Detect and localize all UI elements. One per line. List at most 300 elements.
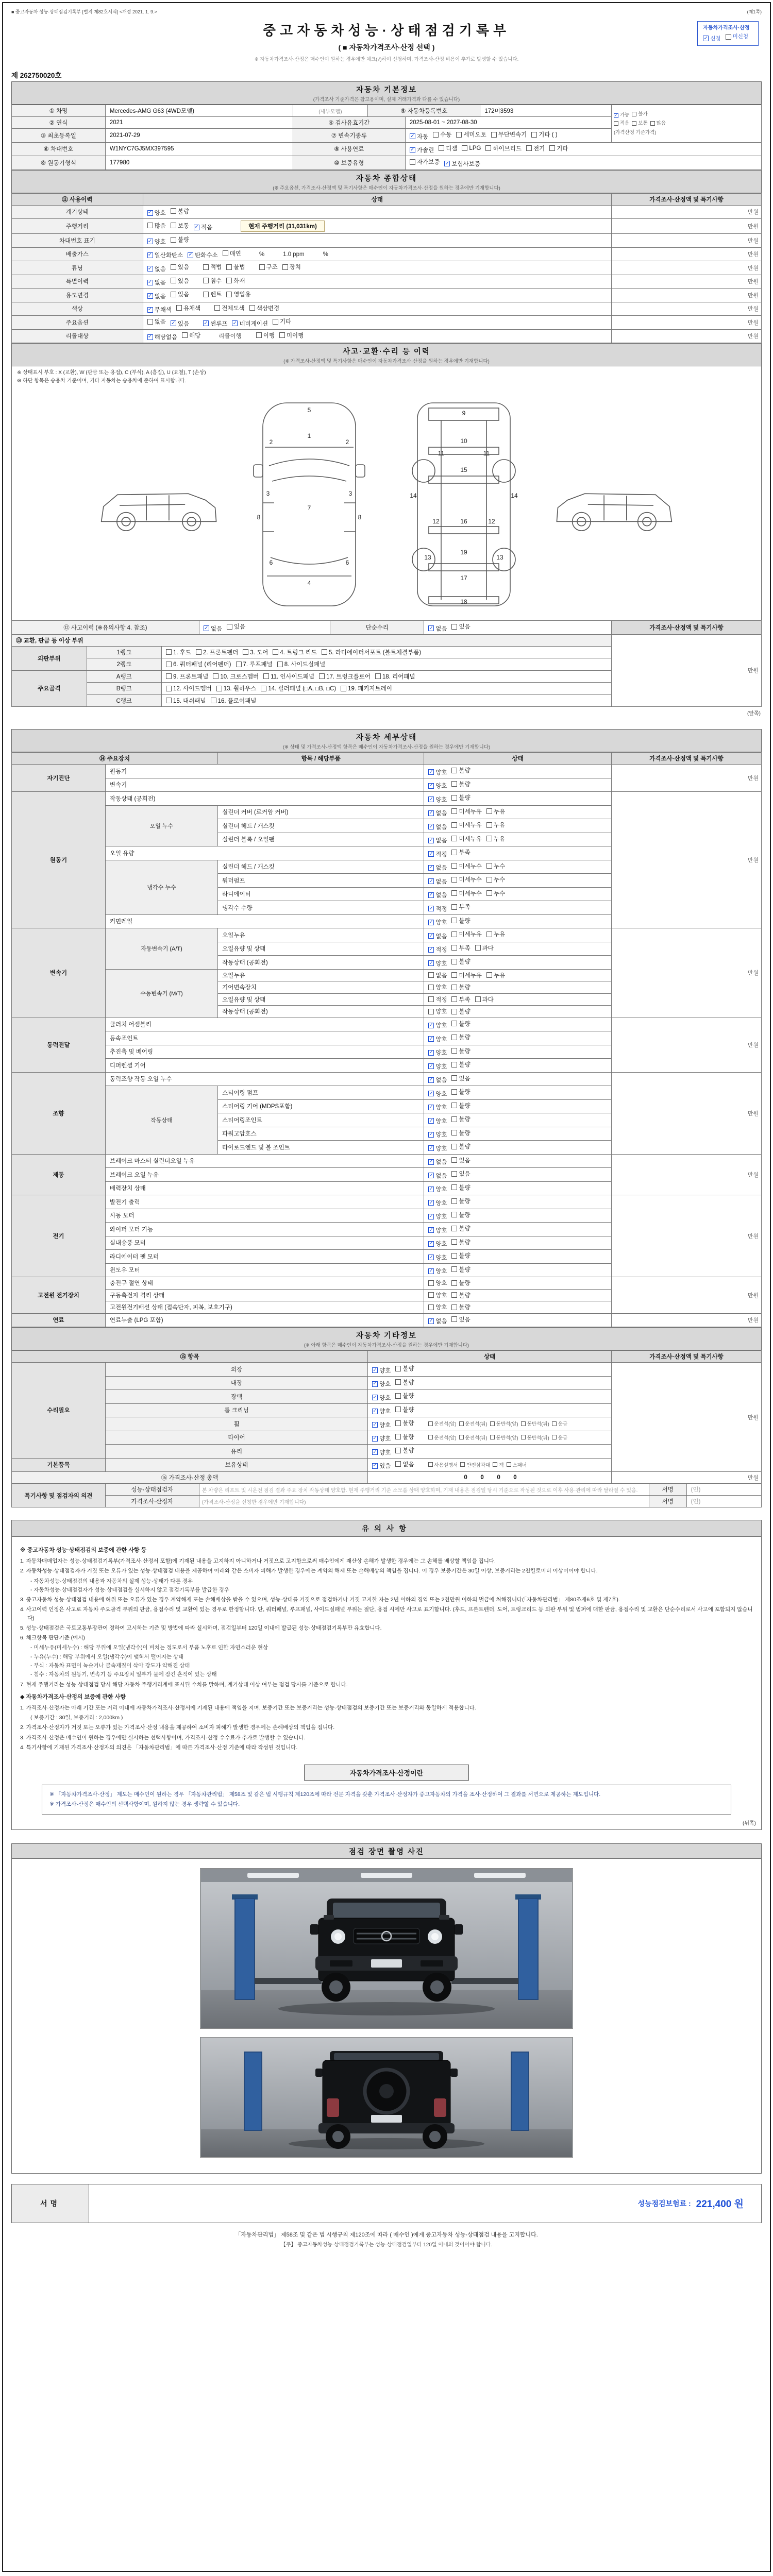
checkbox-unchecked[interactable]: 불량 — [451, 1115, 470, 1123]
checkbox-unchecked[interactable]: 불량 — [451, 1142, 470, 1150]
label-cell: 외장 — [105, 1363, 367, 1377]
checkbox-checked[interactable]: ✓ 있음 — [373, 1463, 391, 1469]
checkbox-unchecked[interactable]: 누유 — [486, 835, 505, 843]
group-cell: 주요골격 — [12, 670, 87, 707]
checkbox-unchecked[interactable]: 불량 — [451, 766, 470, 774]
inspector-remarks-table — [11, 1483, 762, 1507]
status-cell — [368, 1458, 612, 1472]
checkbox-checked[interactable]: ✓ 탄화수소 — [188, 252, 218, 259]
checkbox-unchecked[interactable]: 미세누유 — [451, 821, 481, 829]
checkbox-checked[interactable]: ✓ 없음 — [429, 837, 447, 844]
checkbox-unchecked[interactable]: 17. 트렁크플로어 — [319, 672, 371, 681]
status-cell — [424, 833, 612, 846]
section-title: 자동차 세부상태 — [356, 734, 417, 742]
checkbox-unchecked[interactable]: 19. 패키지트레이 — [341, 684, 392, 692]
checkbox-unchecked[interactable]: 13. 휠하우스 — [216, 684, 257, 692]
checkbox-checked[interactable]: ✓ 없음 — [204, 625, 222, 632]
premium-value: 221,400 원 — [696, 2199, 744, 2210]
checkbox-unchecked[interactable]: 부족 — [451, 848, 470, 856]
notice-item: 1. 자동차매매업자는 성능·상태점검기록부(가격조사·산정서 포함)에 기재된 내용을 고지하지 아니하거나 거짓으로 고지함으로써 매수인에게 재산상 손해가 발생한 경우에는 그 손해를 배상할 책임을 집니다. — [20, 1558, 496, 1565]
checkbox-unchecked[interactable]: 잭 — [493, 1461, 503, 1468]
checkbox-unchecked[interactable]: 불량 — [451, 1224, 470, 1232]
checkbox-unchecked[interactable]: 운전석(뒤) — [459, 1434, 488, 1441]
checkbox-unchecked[interactable]: 불량 — [395, 1419, 414, 1427]
checkbox-unchecked[interactable]: 동반석(앞) — [490, 1434, 518, 1441]
checkbox-unchecked[interactable]: 미세누수 — [451, 889, 481, 897]
checkbox-unchecked[interactable]: 침수 — [203, 277, 222, 285]
checkbox-unchecked[interactable]: 없음 — [147, 317, 166, 326]
checkbox-unchecked[interactable]: 누유 — [486, 821, 505, 829]
checkbox-unchecked[interactable]: 전체도색 — [214, 304, 244, 312]
section-title: 자동차 기타정보 — [356, 1332, 417, 1340]
checkbox-unchecked[interactable]: 불량 — [451, 1238, 470, 1246]
overall-condition-table — [11, 193, 762, 344]
checkbox-checked[interactable]: ✓ 양호 — [429, 1268, 447, 1275]
checkbox-unchecked[interactable]: 불량 — [451, 983, 470, 991]
notice-item: 6. 체크항목 판단기준 (예시) — [20, 1635, 85, 1641]
checkbox-checked[interactable]: ✓ 자동 — [410, 133, 429, 140]
checkbox-unchecked[interactable]: 불가 — [632, 111, 647, 118]
checkbox-unchecked[interactable]: 불량 — [451, 1129, 470, 1137]
checkbox-unchecked[interactable]: 운전석(뒤) — [459, 1420, 488, 1427]
checkbox-unchecked[interactable]: 하이브리드 — [485, 144, 522, 152]
checkbox-unchecked[interactable]: 부족 — [451, 995, 470, 1004]
checkbox-unchecked[interactable]: 기타 — [273, 317, 291, 326]
car-diagrams — [11, 386, 762, 620]
checkbox-checked[interactable]: ✓ 썬루프 — [204, 320, 228, 327]
checkbox-unchecked[interactable]: 동반석(뒤) — [521, 1420, 549, 1427]
checkbox-unchecked[interactable]: 불량 — [451, 1007, 470, 1015]
checkbox-unchecked[interactable]: 화재 — [226, 277, 245, 285]
checkbox-unchecked[interactable]: 자가보증 — [410, 158, 440, 166]
checkbox-unchecked[interactable]: 동반석(앞) — [490, 1420, 518, 1427]
checkbox-unchecked[interactable]: 렌트 — [203, 290, 222, 298]
checkbox-unchecked[interactable]: 있음 — [451, 1315, 470, 1324]
checkbox-checked[interactable]: ✓ 양호 — [429, 1213, 447, 1220]
checkbox-unchecked[interactable]: 유채색 — [176, 304, 200, 312]
checkbox-unchecked[interactable]: 영업용 — [226, 290, 250, 298]
checkbox-unchecked[interactable]: 기타 — [549, 144, 568, 152]
status-cell — [162, 658, 612, 671]
price-appraisal-info-line1: ※ 「자동차가격조사·산정」 제도는 매수인이 원하는 경우 「자동차관리법」 제58조 및 같은 법 시행규칙 제120조에 따라 전문 자격을 갖춘 가격조사·산정자가 중고자동차의 가격을 조사·산정하여 그 결과를 서면으로 제공하는 제도입니다. — [49, 1791, 601, 1798]
checkbox-unchecked[interactable]: 불량 — [451, 1060, 470, 1069]
label-cell: 냉각수 수량 — [218, 901, 424, 915]
svg-text:14: 14 — [410, 492, 417, 499]
checkbox-unchecked[interactable]: 6. 쿼터패널 (리어펜더) — [166, 660, 231, 668]
label-cell: 동력조향 작동 오일 누수 — [105, 1072, 424, 1086]
checkbox-unchecked[interactable]: 불량 — [451, 1088, 470, 1096]
checkbox-unchecked[interactable]: 불량 — [451, 1047, 470, 1055]
svg-text:3: 3 — [348, 490, 352, 497]
label-cell: 성능·상태점검자 — [105, 1484, 199, 1496]
label-cell: 스티어링 기어 (MDPS포함) — [218, 1099, 424, 1113]
checkbox-unchecked[interactable]: 적법 — [203, 263, 222, 271]
checkbox-checked[interactable]: ✓ 양호 — [429, 1090, 447, 1097]
status-cell — [424, 1301, 612, 1314]
checkbox-unchecked[interactable]: 불량 — [451, 1251, 470, 1260]
checkbox-checked[interactable]: ✓ 적정 — [429, 946, 447, 953]
checkbox-unchecked[interactable]: 16. 플로어패널 — [211, 697, 257, 705]
section-etc-info — [11, 1327, 762, 1350]
checkbox-unchecked[interactable]: 누수 — [486, 862, 505, 870]
checkbox-checked[interactable]: ✓ 적음 — [194, 224, 213, 231]
checkbox-unchecked[interactable]: 불법 — [226, 263, 245, 271]
checkbox-unchecked[interactable]: 누수 — [486, 875, 505, 884]
checkbox-checked[interactable]: ✓ 없음 — [429, 625, 447, 632]
notice-item: 7. 현재 주행거리는 성능·상태점검 당시 해당 자동차 주행거리계에 표시된 수치를 말하며, 계기상태 이상 여부는 점검 당시를 기준으로 합니다. — [20, 1681, 348, 1688]
checkbox-unchecked[interactable]: 미세누유 — [451, 930, 481, 938]
checkbox-unchecked[interactable]: 전기 — [526, 144, 545, 152]
checkbox-unchecked[interactable]: 누유 — [486, 930, 505, 938]
notice-subitem: - 자동차성능·상태점검의 내용과 자동차의 실제 성능·상태가 다른 경우 — [30, 1578, 193, 1584]
checkbox-unchecked[interactable]: 불량 — [451, 1183, 470, 1192]
checkbox-checked[interactable]: ✓ 양호 — [429, 1145, 447, 1152]
checkbox-checked[interactable]: ✓ 없음 — [429, 1172, 447, 1179]
checkbox-checked[interactable]: ✓ 적정 — [429, 851, 447, 858]
checkbox-checked[interactable]: ✓ 양호 — [429, 1036, 447, 1043]
header-cell: ⑭ 주요장치 — [12, 753, 218, 765]
checkbox-unchecked[interactable]: 누유 — [486, 971, 505, 979]
checkbox-checked[interactable]: ✓ 없음 — [429, 878, 447, 885]
checkbox-unchecked[interactable]: 있음 — [227, 622, 245, 631]
price-cell: 만원 — [612, 302, 762, 316]
checkbox-unchecked[interactable]: 있음 — [171, 290, 189, 298]
checkbox-checked[interactable]: ✓ 가솔린 — [410, 147, 434, 154]
badge-options — [703, 32, 753, 43]
status-cell — [424, 846, 612, 860]
label-cell: ④ 검사유효기간 — [293, 117, 405, 129]
checkbox-unchecked[interactable]: 운전석(앞) — [428, 1434, 457, 1441]
checkbox-unchecked[interactable]: 이행 — [256, 331, 275, 340]
checkbox-unchecked[interactable]: 있음 — [451, 1156, 470, 1164]
section-note: (※ 아래 항목은 매수인이 자동차가격조사·산정을 원하는 경우에만 기재합니다) — [304, 1343, 469, 1348]
checkbox-unchecked[interactable]: 2. 프론트펜더 — [196, 648, 238, 656]
value-cell: 0 0 0 0 — [368, 1472, 612, 1484]
checkbox-checked[interactable]: ✓ 해당없음 — [147, 334, 178, 341]
checkbox-unchecked[interactable]: 불량 — [451, 1020, 470, 1028]
checkbox-unchecked[interactable]: 9. 프론트패널 — [166, 672, 208, 681]
checkbox-unchecked[interactable]: 있음 — [451, 1170, 470, 1178]
status-cell — [424, 993, 612, 1006]
label-cell: 스티어링 펌프 — [218, 1086, 424, 1100]
car-diagram-side-left — [93, 468, 222, 540]
checkbox-unchecked[interactable]: 응급 — [552, 1434, 567, 1441]
checkbox-unchecked[interactable]: 많음 — [650, 120, 666, 127]
checkbox-unchecked[interactable]: 11. 인사이드패널 — [263, 672, 314, 681]
checkbox-checked[interactable]: ✓ 없음 — [147, 293, 166, 300]
checkbox-unchecked[interactable]: 불량 — [395, 1378, 414, 1386]
checkbox-unchecked[interactable]: 있음 — [451, 622, 470, 631]
checkbox-unchecked[interactable]: 양호 — [428, 1303, 447, 1311]
document-header — [11, 16, 762, 64]
checkbox-checked[interactable]: ✓ 양호 — [373, 1367, 391, 1374]
checkbox-checked[interactable]: ✓ 양호 — [429, 960, 447, 967]
checkbox-unchecked[interactable]: 불량 — [451, 780, 470, 788]
checkbox-checked[interactable]: ✓ 보험사보증 — [445, 160, 480, 167]
status-cell — [368, 1431, 612, 1445]
checkbox-unchecked[interactable]: 없음 — [395, 1460, 414, 1468]
checkbox-unchecked[interactable]: 미세누수 — [451, 875, 481, 884]
svg-text:1: 1 — [307, 432, 311, 439]
checkbox-unchecked[interactable]: 불량 — [451, 1279, 470, 1287]
status-cell — [424, 1154, 612, 1168]
svg-text:2: 2 — [345, 438, 349, 446]
svg-text:19: 19 — [460, 549, 467, 556]
checkbox-unchecked[interactable]: 5. 라디에이터서포트 (볼트체결부품) — [322, 648, 421, 656]
checkbox-checked[interactable]: ✓ 양호 — [429, 1131, 447, 1138]
checkbox-unchecked[interactable]: 색상변경 — [249, 304, 279, 312]
checkbox-unchecked[interactable]: 10. 크로스멤버 — [213, 672, 259, 681]
label-cell: 커먼레일 — [105, 914, 424, 928]
checkbox-unchecked[interactable]: 불량 — [451, 793, 470, 802]
group-cell: 원동기 — [12, 792, 106, 928]
checkbox-unchecked[interactable]: 수동 — [433, 130, 451, 139]
header-cell: 항목 / 해당부품 — [218, 753, 424, 765]
price-appraisal-info-line2: ※ 가격조사·산정은 매수인의 선택사항이며, 원하지 않는 경우 생략할 수 있습니다. — [49, 1801, 240, 1807]
status-cell — [424, 1113, 612, 1127]
accident-history-table — [11, 620, 762, 707]
status-cell — [424, 1223, 612, 1236]
label-cell: ① 차명 — [12, 105, 106, 117]
label-cell: 발전기 출력 — [105, 1195, 424, 1209]
svg-text:13: 13 — [424, 554, 431, 561]
checkbox-unchecked[interactable]: 많음 — [147, 222, 166, 230]
price-cell: 만원 — [612, 329, 762, 343]
checkbox-unchecked[interactable]: 매연 — [223, 249, 241, 258]
checkbox-unchecked[interactable]: 미이행 — [279, 331, 304, 340]
checkbox-unchecked[interactable]: 보통 — [632, 120, 647, 127]
checkbox-checked[interactable]: ✓ 일산화탄소 — [147, 252, 183, 259]
checkbox-unchecked[interactable]: 적정 — [428, 995, 447, 1004]
status-cell — [424, 981, 612, 994]
checkbox-unchecked[interactable]: 불량 — [395, 1364, 414, 1372]
label-cell: 실린더 헤드 / 개스킷 — [218, 819, 424, 833]
checkbox-unchecked[interactable]: 불량 — [451, 957, 470, 965]
checkbox-checked[interactable]: ✓ 있음 — [171, 320, 190, 327]
price-cell: 만원 — [612, 316, 762, 330]
checkbox-unchecked[interactable]: 불량 — [451, 1211, 470, 1219]
checkbox-unchecked[interactable]: 불량 — [395, 1446, 414, 1454]
status-cell — [424, 1277, 612, 1290]
checkbox-unchecked[interactable]: 7. 루프패널 — [236, 660, 273, 668]
checkbox-unchecked[interactable]: 3. 도어 — [243, 648, 268, 656]
group-cell: 수리필요 — [12, 1363, 106, 1459]
checkbox-unchecked[interactable]: 과다 — [475, 995, 494, 1004]
checkbox-checked[interactable]: ✓ 적정 — [429, 905, 447, 912]
checkbox-checked[interactable]: ✓ 없음 — [429, 865, 447, 871]
checkbox-unchecked[interactable]: 불량 — [395, 1392, 414, 1400]
checkbox-unchecked[interactable]: 불량 — [451, 1303, 470, 1311]
status-cell — [405, 142, 761, 156]
label-cell: 오일유량 및 상태 — [218, 942, 424, 956]
checkbox-unchecked[interactable]: 과다 — [475, 944, 494, 952]
checkbox-checked[interactable]: ✓ 양호 — [429, 1186, 447, 1193]
checkbox-checked[interactable]: ✓ 없음 — [429, 823, 447, 831]
checkbox-unchecked[interactable]: 미세누수 — [451, 862, 481, 870]
checkbox-unchecked[interactable]: 미세누유 — [451, 835, 481, 843]
checkbox-unchecked[interactable]: 미신청 — [726, 32, 748, 41]
group-cell: 제동 — [12, 1154, 106, 1195]
checkbox-unchecked[interactable]: 적음 — [614, 120, 629, 127]
checkbox-checked[interactable]: ✓ 양호 — [429, 1104, 447, 1111]
legend-line-2: ※ 하단 항목은 승용차 기준이며, 기타 자동차는 승용차에 준하여 표시합니다. — [17, 378, 187, 384]
checkbox-unchecked[interactable]: 디젤 — [439, 144, 457, 152]
label-cell: 변속기 — [105, 778, 424, 792]
checkbox-unchecked[interactable]: 부족 — [451, 944, 470, 952]
checkbox-checked[interactable]: ✓ 양호 — [429, 1199, 447, 1207]
label-cell: 스티어링조인트 — [218, 1113, 424, 1127]
checkbox-checked[interactable]: ✓ 양호 — [429, 1022, 447, 1029]
checkbox-checked[interactable]: ✓ 없음 — [147, 279, 166, 286]
checkbox-unchecked[interactable]: 미세누유 — [451, 971, 481, 979]
label-cell: 실내송풍 모터 — [105, 1236, 424, 1250]
checkbox-unchecked[interactable]: 사용설명서 — [428, 1461, 458, 1468]
label-cell: 워터펌프 — [218, 874, 424, 888]
status-cell — [368, 1417, 612, 1431]
checkbox-unchecked[interactable]: 동반석(뒤) — [521, 1434, 549, 1441]
price-cell: 만원 — [612, 289, 762, 302]
label-cell: 오일 유량 — [105, 846, 424, 860]
checkbox-unchecked[interactable]: 불량 — [395, 1433, 414, 1441]
checkbox-checked[interactable]: ✓ 양호 — [373, 1449, 391, 1456]
checkbox-unchecked[interactable]: 있음 — [171, 263, 189, 271]
checkbox-unchecked[interactable]: 14. 필러패널 (□A, □B, □C) — [261, 684, 336, 692]
checkbox-unchecked[interactable]: 15. 대쉬패널 — [166, 697, 206, 705]
checkbox-unchecked[interactable]: 1. 후드 — [166, 648, 191, 656]
label-cell: 클러치 어셈블리 — [105, 1018, 424, 1031]
checkbox-checked[interactable]: ✓ 없음 — [429, 892, 447, 899]
checkbox-unchecked[interactable]: 불량 — [395, 1405, 414, 1414]
status-cell — [424, 1263, 612, 1277]
checkbox-unchecked[interactable]: 양호 — [428, 1007, 447, 1015]
checkbox-unchecked[interactable]: 응급 — [552, 1420, 567, 1427]
checkbox-checked[interactable]: ✓ 네비게이션 — [232, 320, 268, 327]
checkbox-checked[interactable]: ✓ 양호 — [373, 1381, 391, 1387]
checkbox-unchecked[interactable]: 미세누유 — [451, 807, 481, 816]
status-cell — [143, 205, 611, 219]
checkbox-checked[interactable]: ✓ 양호 — [429, 1254, 447, 1261]
status-cell — [424, 1059, 612, 1073]
checkbox-checked[interactable]: ✓ 무채색 — [147, 307, 172, 313]
checkbox-checked[interactable]: ✓ 없음 — [429, 933, 447, 940]
status-cell — [424, 1099, 612, 1113]
checkbox-checked[interactable]: ✓ 양호 — [429, 1117, 447, 1125]
checkbox-unchecked[interactable]: 있음 — [451, 1074, 470, 1082]
header-cell: 상태 — [143, 193, 611, 205]
label-cell: 원동기 — [105, 765, 424, 778]
status-cell — [424, 887, 612, 901]
status-cell — [405, 129, 611, 143]
checkbox-checked[interactable]: ✓ 없음 — [429, 1318, 447, 1325]
checkbox-unchecked[interactable]: 불량 — [451, 917, 470, 925]
checkbox-unchecked[interactable]: 구조 — [259, 263, 278, 271]
checkbox-checked[interactable]: ✓ 양호 — [373, 1435, 391, 1442]
page-indicator: (제1쪽) — [747, 9, 762, 14]
checkbox-checked[interactable]: ✓ 양호 — [429, 1063, 447, 1070]
checkbox-checked[interactable]: ✓ 양호 — [373, 1394, 391, 1401]
status-cell — [143, 219, 611, 234]
label-cell: ⑬ 교환, 판금 등 이상 부위 — [12, 634, 612, 646]
checkbox-checked[interactable]: ✓ 없음 — [429, 810, 447, 817]
checkbox-checked[interactable]: ✓ 없음 — [429, 1159, 447, 1165]
notice-item: 3. 중고자동차 성능·상태점검 내용에 허위 또는 오류가 있는 경우 계약해제 또는 손해배상을 받을 수 있으며, 성능·상태를 거짓으로 점검하거나 거짓 고지한 자는 2년 이하의 징역 또는 2천만원 이하의 벌금에 처해집니다(「자동차관리법」 제80조제6호 및 제7호). — [20, 1597, 620, 1603]
checkbox-unchecked[interactable]: 스패너 — [507, 1461, 527, 1468]
checkbox-unchecked[interactable]: 장치 — [282, 263, 301, 271]
checkbox-unchecked[interactable]: 누수 — [486, 889, 505, 897]
checkbox-unchecked[interactable]: 18. 리어패널 — [375, 672, 415, 681]
status-cell — [424, 1209, 612, 1223]
section-title: 자동차 종합상태 — [356, 174, 417, 183]
checkbox-unchecked[interactable]: 기타 ( ) — [531, 130, 557, 139]
checkbox-checked[interactable]: ✓ 가능 — [614, 112, 630, 118]
checkbox-checked[interactable]: ✓ 신청 — [703, 35, 721, 42]
checkbox-unchecked[interactable]: LPG — [462, 145, 481, 151]
status-cell — [162, 694, 612, 707]
checkbox-checked[interactable]: ✓ 양호 — [373, 1421, 391, 1429]
checkbox-unchecked[interactable]: 불량 — [171, 207, 189, 215]
checkbox-unchecked[interactable]: 불량 — [451, 1101, 470, 1110]
checkbox-unchecked[interactable]: 누유 — [486, 807, 505, 816]
checkbox-unchecked[interactable]: 없음 — [428, 971, 447, 979]
checkbox-checked[interactable]: ✓ 양호 — [429, 1227, 447, 1234]
checkbox-checked[interactable]: ✓ 양호 — [429, 796, 447, 803]
checkbox-checked[interactable]: ✓ 양호 — [147, 238, 166, 245]
notice-item: 3. 가격조사·산정은 매수인이 원하는 경우에만 실시하는 선택사항이며, 가격조사·산정 수수료가 추가로 발생할 수 있습니다. — [20, 1734, 306, 1741]
checkbox-unchecked[interactable]: 불량 — [451, 1291, 470, 1299]
checkbox-unchecked[interactable]: 4. 트렁크 리드 — [273, 648, 317, 656]
checkbox-checked[interactable]: ✓ 양호 — [147, 210, 166, 216]
checkbox-checked[interactable]: ✓ 없음 — [429, 1077, 447, 1083]
checkbox-checked[interactable]: ✓ 양호 — [373, 1408, 391, 1415]
notice-subitem: - 미세누유(미세누수) : 해당 부위에 오일(냉각수)이 비치는 정도로서 부품 노후로 인한 자연스러운 현상 — [30, 1645, 268, 1651]
label-cell: 오일누유 — [218, 928, 424, 942]
checkbox-unchecked[interactable]: 무단변속기 — [491, 130, 527, 139]
label-cell: ⑫ 사고이력 (※유의사항 4. 참조) — [12, 621, 199, 635]
checkbox-unchecked[interactable]: 12. 사이드멤버 — [166, 684, 212, 692]
checkbox-unchecked[interactable]: 불량 — [451, 1197, 470, 1205]
checkbox-unchecked[interactable]: 불량 — [451, 1033, 470, 1041]
checkbox-unchecked[interactable]: 보통 — [171, 222, 189, 230]
checkbox-unchecked[interactable]: 운전석(앞) — [428, 1420, 457, 1427]
label-cell: ⑤ 자동차등록번호 — [368, 105, 480, 117]
checkbox-unchecked[interactable]: 있음 — [171, 277, 189, 285]
checkbox-unchecked[interactable]: 안전삼각대 — [460, 1461, 490, 1468]
status-cell — [424, 928, 612, 942]
checkbox-unchecked[interactable]: 양호 — [428, 1279, 447, 1287]
checkbox-unchecked[interactable]: 불량 — [451, 1265, 470, 1274]
checkbox-checked[interactable]: ✓ 양호 — [429, 769, 447, 776]
car-diagram-side-right — [551, 468, 680, 540]
checkbox-unchecked[interactable]: 8. 사이드실패널 — [277, 660, 325, 668]
checkbox-checked[interactable]: ✓ 양호 — [429, 919, 447, 926]
checkbox-checked[interactable]: ✓ 양호 — [429, 783, 447, 789]
label-cell: 파워고압호스 — [218, 1127, 424, 1141]
checkbox-unchecked[interactable]: 세미오토 — [456, 130, 486, 139]
checkbox-unchecked[interactable]: 양호 — [428, 983, 447, 991]
checkbox-checked[interactable]: ✓ 양호 — [429, 1241, 447, 1247]
checkbox-unchecked[interactable]: 부족 — [451, 903, 470, 911]
checkbox-unchecked[interactable]: 양호 — [428, 1291, 447, 1299]
status-cell — [424, 819, 612, 833]
checkbox-unchecked[interactable]: 불량 — [171, 235, 189, 244]
checkbox-unchecked[interactable]: 해당 — [182, 331, 200, 340]
checkbox-checked[interactable]: ✓ 양호 — [429, 1049, 447, 1056]
label-cell: 충전구 절연 상태 — [105, 1277, 424, 1290]
status-cell — [143, 234, 611, 248]
checkbox-checked[interactable]: ✓ 없음 — [147, 265, 166, 273]
document-subtitle: ( ■ 자동차가격조사·산정 선택 ) — [338, 43, 435, 52]
section-note: (※ 가격조사·산정액 및 특기사항은 매수인이 자동차가격조사·산정을 원하는 경우에만 기재합니다) — [283, 359, 490, 364]
